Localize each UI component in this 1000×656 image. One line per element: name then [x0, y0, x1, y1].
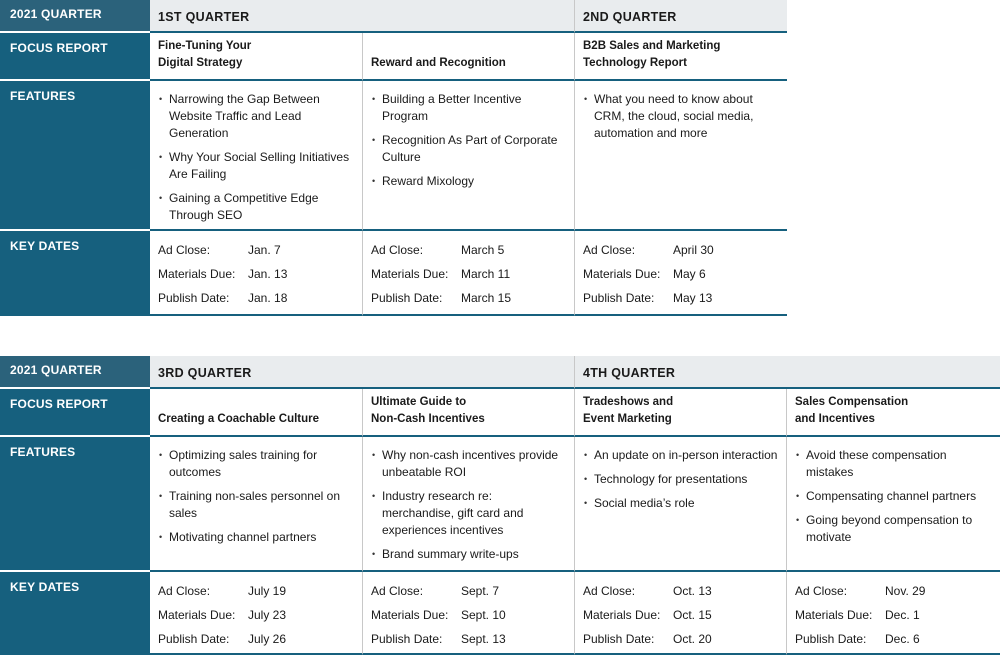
focus-title-line: Sales Compensation [795, 396, 909, 408]
bullet-icon: • [372, 491, 376, 501]
ad-close-label: Ad Close: [158, 243, 211, 257]
bullet-icon: • [159, 94, 163, 104]
schedule-table-h1 [0, 0, 787, 316]
feature-item: • Motivating channel partners [159, 530, 317, 544]
materials-due-label: Materials Due: [795, 608, 873, 622]
focus-title-line: Digital Strategy [158, 57, 243, 69]
ad-close-date: July 19 [248, 584, 287, 598]
key-dates-cell [574, 231, 787, 316]
ad-close-label: Ad Close: [583, 243, 636, 257]
row-label-key-dates: KEY DATES [0, 572, 150, 655]
key-dates-cell [150, 231, 362, 316]
focus-report-cell [574, 33, 787, 81]
ad-close-label: Ad Close: [583, 584, 636, 598]
materials-due-label: Materials Due: [158, 267, 236, 281]
bullet-icon: • [584, 498, 588, 508]
bullet-icon: • [372, 450, 376, 460]
publish-date-label: Publish Date: [371, 291, 443, 305]
focus-title-line: Creating a Coachable Culture [158, 413, 320, 425]
focus-report-cell [362, 389, 574, 437]
features-cell [150, 437, 362, 572]
row-label-key-dates: KEY DATES [0, 231, 150, 316]
key-dates-cell [574, 572, 786, 655]
focus-title-line: B2B Sales and Marketing [583, 40, 721, 52]
bullet-icon: • [584, 450, 588, 460]
features-cell [362, 437, 574, 572]
publish-date-label: Publish Date: [158, 632, 230, 646]
focus-report-cell [362, 33, 574, 81]
features-cell [362, 81, 574, 231]
feature-item: • Avoid these compensation mistakes [796, 448, 947, 479]
feature-item: • Going beyond compensation to motivate [796, 513, 973, 544]
publish-date-date: March 15 [461, 291, 512, 305]
materials-due-date: Oct. 15 [673, 608, 712, 622]
materials-due-label: Materials Due: [371, 267, 449, 281]
publish-date-date: Dec. 6 [885, 632, 920, 646]
quarter-header-1: 1ST QUARTER [150, 0, 574, 33]
feature-item: • Social media’s role [584, 496, 695, 510]
focus-title-line: Ultimate Guide to [371, 396, 467, 408]
materials-due-date: March 11 [461, 267, 511, 281]
feature-item: • What you need to know about CRM, the cloud, social media, automation and more [584, 92, 754, 140]
quarter-header-2: 2ND QUARTER [574, 0, 787, 33]
bullet-icon: • [159, 491, 163, 501]
bullet-icon: • [372, 135, 376, 145]
ad-close-date: April 30 [673, 243, 714, 257]
row-label-focus: FOCUS REPORT [0, 389, 150, 437]
bullet-icon: • [584, 474, 588, 484]
publish-date-label: Publish Date: [158, 291, 230, 305]
feature-item: • Brand summary write-ups [372, 547, 519, 561]
key-dates-cell [786, 572, 1000, 655]
focus-title-line: Fine-Tuning Your [158, 40, 252, 52]
ad-close-date: Oct. 13 [673, 584, 712, 598]
bullet-icon: • [372, 549, 376, 559]
ad-close-date: Nov. 29 [885, 584, 926, 598]
row-label-quarter: 2021 QUARTER [0, 356, 150, 389]
features-cell [150, 81, 362, 231]
bullet-icon: • [159, 532, 163, 542]
feature-item: • Technology for presentations [584, 472, 748, 486]
ad-close-date: Sept. 7 [461, 584, 500, 598]
row-label-features: FEATURES [0, 81, 150, 231]
quarter-header-4: 4TH QUARTER [574, 356, 1000, 389]
key-dates-cell [150, 572, 362, 655]
focus-title-line: Reward and Recognition [371, 57, 506, 69]
materials-due-date: May 6 [673, 267, 706, 281]
row-label-focus: FOCUS REPORT [0, 33, 150, 81]
feature-item: • Reward Mixology [372, 174, 475, 188]
bullet-icon: • [796, 491, 800, 501]
publish-date-label: Publish Date: [371, 632, 443, 646]
schedule-table-h2 [0, 356, 1000, 655]
features-cell [786, 437, 1000, 572]
quarter-header-3: 3RD QUARTER [150, 356, 574, 389]
feature-item: • Gaining a Competitive Edge Through SEO [159, 191, 319, 222]
feature-item: • Narrowing the Gap Between Website Traffic and Lead Generation [159, 92, 320, 140]
feature-item: • Building a Better Incentive Program [372, 92, 522, 123]
feature-item: • Why non-cash incentives provide unbeatable ROI [372, 448, 559, 479]
ad-close-date: Jan. 7 [248, 243, 281, 257]
focus-report-cell [150, 389, 362, 437]
features-cell [574, 81, 787, 231]
bullet-icon: • [584, 94, 588, 104]
publish-date-date: Sept. 13 [461, 632, 506, 646]
feature-item: • Why Your Social Selling Initiatives Are Failing [159, 150, 350, 181]
bullet-icon: • [372, 176, 376, 186]
focus-title-line: Event Marketing [583, 413, 672, 425]
publish-date-date: Jan. 18 [248, 291, 288, 305]
materials-due-label: Materials Due: [158, 608, 236, 622]
focus-report-cell [150, 33, 362, 81]
ad-close-label: Ad Close: [158, 584, 211, 598]
feature-item: • Compensating channel partners [796, 489, 977, 503]
publish-date-label: Publish Date: [795, 632, 867, 646]
bullet-icon: • [372, 94, 376, 104]
materials-due-date: Jan. 13 [248, 267, 288, 281]
materials-due-label: Materials Due: [371, 608, 449, 622]
focus-title-line: Non-Cash Incentives [371, 413, 485, 425]
bullet-icon: • [796, 515, 800, 525]
feature-item: • Optimizing sales training for outcomes [159, 448, 318, 479]
materials-due-date: Dec. 1 [885, 608, 920, 622]
bullet-icon: • [159, 450, 163, 460]
publish-date-date: Oct. 20 [673, 632, 712, 646]
feature-item: • Training non-sales personnel on sales [159, 489, 340, 520]
feature-item: • An update on in-person interaction [584, 448, 778, 462]
feature-item: • Industry research re: merchandise, gift card and experiences incentives [372, 489, 524, 537]
bullet-icon: • [159, 193, 163, 203]
key-dates-cell [362, 231, 574, 316]
feature-item: • Recognition As Part of Corporate Culture [372, 133, 558, 164]
row-label-quarter: 2021 QUARTER [0, 0, 150, 33]
ad-close-label: Ad Close: [371, 243, 424, 257]
materials-due-label: Materials Due: [583, 608, 661, 622]
publish-date-label: Publish Date: [583, 632, 655, 646]
ad-close-label: Ad Close: [371, 584, 424, 598]
materials-due-label: Materials Due: [583, 267, 661, 281]
focus-title-line: and Incentives [795, 413, 875, 425]
features-cell [574, 437, 786, 572]
focus-report-cell [574, 389, 786, 437]
materials-due-date: July 23 [248, 608, 287, 622]
publish-date-date: May 13 [673, 291, 713, 305]
bullet-icon: • [796, 450, 800, 460]
ad-close-label: Ad Close: [795, 584, 848, 598]
publish-date-label: Publish Date: [583, 291, 655, 305]
key-dates-cell [362, 572, 574, 655]
publish-date-date: July 26 [248, 632, 287, 646]
row-label-features: FEATURES [0, 437, 150, 572]
focus-report-cell [786, 389, 1000, 437]
materials-due-date: Sept. 10 [461, 608, 506, 622]
bullet-icon: • [159, 152, 163, 162]
ad-close-date: March 5 [461, 243, 505, 257]
focus-title-line: Technology Report [583, 57, 687, 69]
focus-title-line: Tradeshows and [583, 396, 674, 408]
